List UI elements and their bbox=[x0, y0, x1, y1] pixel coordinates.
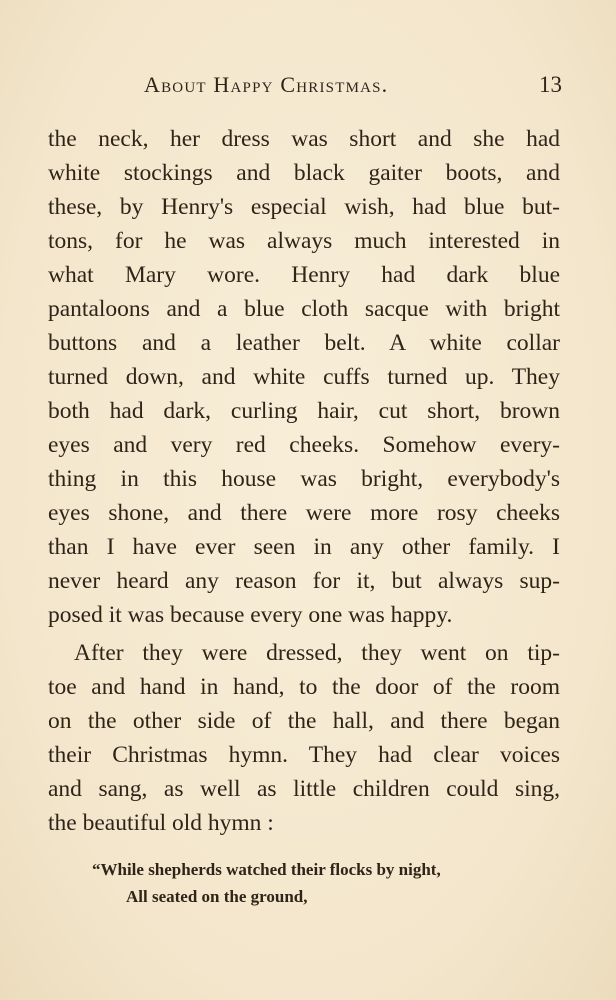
text-line: buttons and a leather belt. A white collar bbox=[48, 330, 560, 356]
text-line: turned down, and white cuffs turned up. They bbox=[48, 364, 560, 390]
text-line: toe and hand in hand, to the door of the room bbox=[48, 674, 560, 700]
text-line: their Christmas hymn. They had clear voices bbox=[48, 742, 560, 768]
text-line: and sang, as well as little children could sing, bbox=[48, 776, 560, 802]
text-line: white stockings and black gaiter boots, and bbox=[48, 160, 560, 186]
text-line: the beautiful old hymn : bbox=[48, 810, 274, 836]
text-line: these, by Henry's especial wish, had blue but- bbox=[48, 194, 560, 220]
page-header bbox=[0, 72, 616, 106]
text-line: pantaloons and a blue cloth sacque with bright bbox=[48, 296, 560, 322]
text-line: tons, for he was always much interested in bbox=[48, 228, 560, 254]
verse-line: “While shepherds watched their flocks by night, bbox=[92, 860, 441, 879]
text-line: never heard any reason for it, but always sup- bbox=[48, 568, 560, 594]
text-line: on the other side of the hall, and there began bbox=[48, 708, 560, 734]
verse-line: All seated on the ground, bbox=[126, 887, 308, 906]
text-line: posed it was because every one was happy. bbox=[48, 602, 453, 628]
text-line: thing in this house was bright, everybody's bbox=[48, 466, 560, 492]
text-line: than I have ever seen in any other family. I bbox=[48, 534, 560, 560]
text-line: the neck, her dress was short and she had bbox=[48, 126, 560, 152]
hymn-verse bbox=[92, 856, 532, 910]
text-line: eyes and very red cheeks. Somehow every- bbox=[48, 432, 560, 458]
page-number: 13 bbox=[539, 72, 562, 97]
text-line: eyes shone, and there were more rosy cheeks bbox=[48, 500, 560, 526]
body-text bbox=[48, 122, 560, 840]
text-line: After they were dressed, they went on tip- bbox=[74, 640, 560, 666]
running-head: About Happy Christmas. bbox=[144, 72, 389, 97]
text-line: both had dark, curling hair, cut short, brown bbox=[48, 398, 560, 424]
text-line: what Mary wore. Henry had dark blue bbox=[48, 262, 560, 288]
